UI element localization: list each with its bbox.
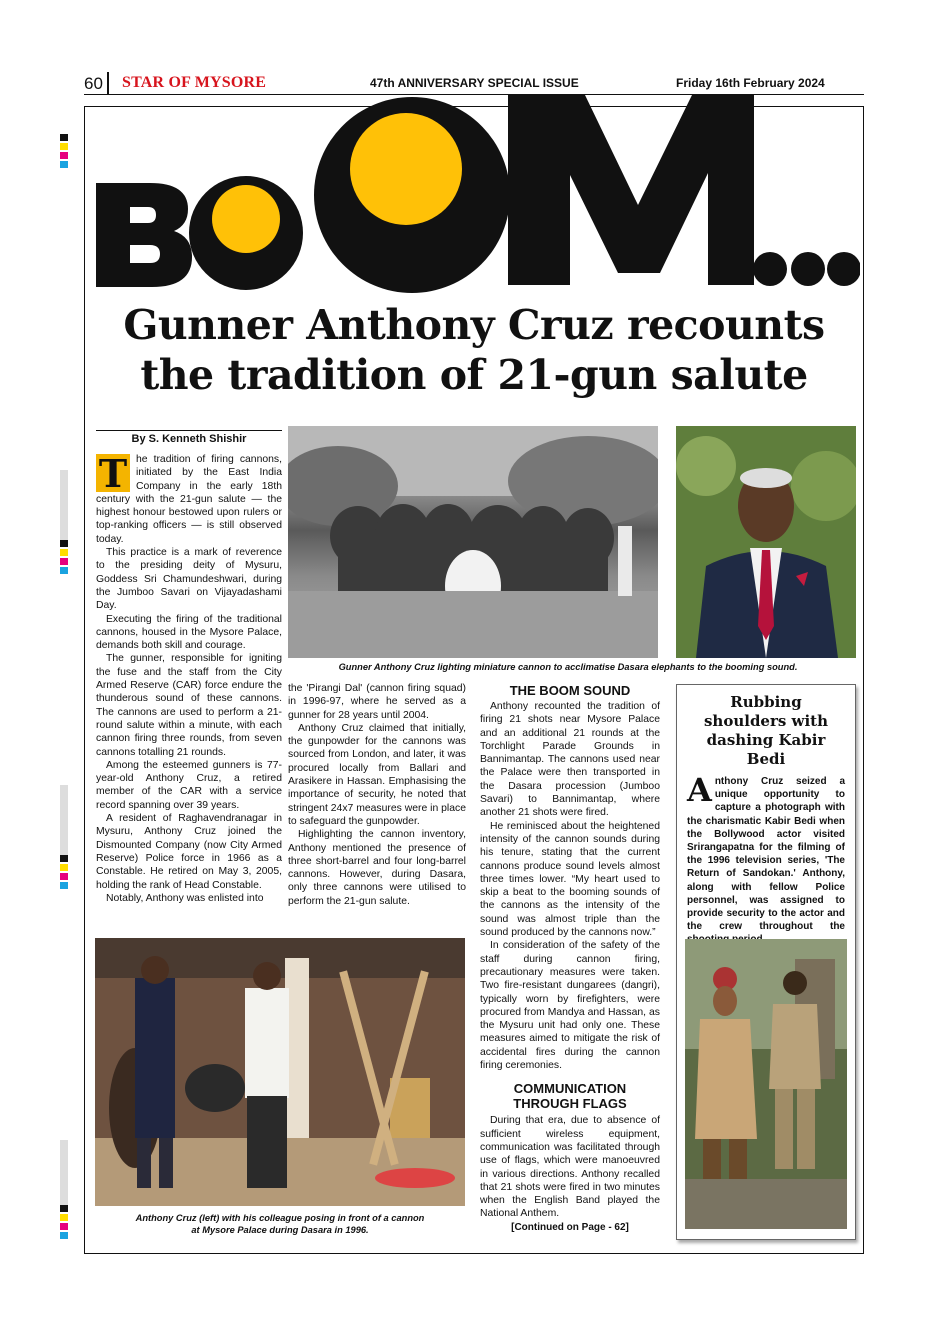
elephants-caption: Gunner Anthony Cruz lighting miniature cannon to acclimatise Dasara elephants to the booming sound. [338,662,798,672]
boom-dot-2 [791,252,825,286]
paragraph: he tradition of firing cannons, initiated by the East India Company in the early 18th century with the 21-gun salute — the highest honour bestowed upon rulers or top-ranking officers — is still observed today. [96,454,282,545]
margin-bar [60,785,68,855]
paragraph: This practice is a mark of reverence to the presiding deity of Mysuru, Goddess Sri Chamundeshwari, during the Jumboo Savari on Vijayadashami Day. [96,547,282,612]
margin-bar [60,470,68,540]
sidebar-box [676,684,856,1240]
paragraph: Notably, Anthony was enlisted into [106,892,264,904]
article-column-1 [96,453,282,905]
headline [84,300,864,400]
paragraph: the 'Pirangi Dal' (cannon firing squad) in 1996-97, where he served as a gunner for 28 years until 2004. [288,683,466,721]
registration-marks-top [60,134,68,170]
paragraph: A resident of Raghavendranagar in Mysuru, Anthony Cruz joined the Dismounted Company (now City Armed Reserve) Police force in 1966 as a Constable. He retired on May 3, 2005, holding the rank of Head Constable. [96,813,282,891]
sidebar-text: nthony Cruz seized a unique opportunity to capture a photograph with the charismatic Kabir Bedi when the Bollywood actor visited Srirangapatna for the filming of the 1996 television series, 'The Return of Sandokan.' Anthony, along with fellow Police personnel, was assigned to provide security to the actor and the crew throughout the [687,776,845,933]
section-heading-flags: COMMUNICATION THROUGH FLAGS [513,1081,627,1112]
article-column-3 [480,683,660,1233]
page-number: 60 [84,74,103,93]
elephants-photo [288,426,658,658]
paragraph: Among the esteemed gunners is 77-year-old Anthony Cruz, a retired member of the CAR with a service record spanning over 39 years. [96,759,282,811]
sidebar-title: Rubbing shoulders with dashing Kabir Bedi [703,693,828,768]
boom-letter-m [508,95,754,285]
dropcap: T [96,454,130,492]
continued-note: [Continued on Page - 62] [511,1221,629,1233]
kabir-bedi-photo [685,939,847,1229]
registration-marks-bottom [60,1205,68,1241]
article-column-2 [288,682,466,908]
registration-marks-lower [60,855,68,891]
sidebar-text-block [687,771,845,947]
paragraph: Highlighting the cannon inventory, Anthony mentioned the presence of three short-barrel and four long-barrel cannons. However, during Dasara, only three cannons were utilised to perform the 21-gun salute. [288,829,466,907]
boom-dot-3 [827,252,860,286]
paragraph: Executing the firing of the traditional cannons, housed in the Mysore Palace, demands both skill and courage. [96,613,282,652]
masthead-brand: STAR OF MYSORE [122,74,267,91]
paragraph: Anthony recounted the tradition of firing 21 shots near Mysore Palace and an additional 21 rounds at the Torchlight Parade Grounds in Bannimantap. The cannons used near the Palace were then transported in the Dasara procession (Jumboo Savari) to Bannimantap, where another 21 shots were fired. [480,701,660,819]
byline: By S. Kenneth Shishir [96,430,282,445]
boom-graphic [90,95,860,295]
cannon-photo [95,938,465,1206]
paragraph: In consideration of the safety of the staff during cannon firing, precautionary measures were taken. Two fire-resistant dungarees (dangri), typically worn by firefighters, were procured from Mandya and Hassan, as the Mysuru unit had only one. These measures aimed to mitigate the risk of accidental fires during the cannon firing ceremonies. [480,940,660,1072]
paragraph: During that era, due to absence of sufficient wireless equipment, communication was facilitated through use of flags, which were manoeuvred in various directions. Anthony recalled that 21 shots were fired in two minutes when the English Band played the National Anthem. [480,1115,660,1220]
registration-marks-mid [60,540,68,576]
elephants-illustration [288,426,658,658]
margin-bar [60,1140,68,1205]
header-divider [107,72,109,94]
headline-line-1: Gunner Anthony Cruz recounts [123,301,825,349]
cannon-caption-line-2: at Mysore Palace during Dasara in 1996. [191,1225,369,1235]
section-heading-boom-sound: THE BOOM SOUND [509,683,631,698]
paragraph: He reminisced about the heightened intensity of the cannon sounds during his tenure, stating that the current cannons produce sound levels almost three times lower. “My heart used to skip a beat to the booming sounds of the cannons as the intensity of the sound was almost triple than the sound produced by the cannons now.” [480,820,660,939]
boom-o1-yellow [212,185,280,253]
issue-label: 47th ANNIVERSARY SPECIAL ISSUE [370,76,579,90]
boom-letters [90,95,860,295]
cannon-illustration [95,938,465,1206]
portrait-illustration [676,426,856,658]
kabir-bedi-illustration [685,939,847,1229]
paragraph: Anthony Cruz claimed that initially, the gunpowder for the cannons was sourced from London, and later, it was procured locally from Ballari and Arasikere in Hassan. Emphasising the importance of security, he noted that stringent 24x7 measures were in place to safeguard the gunpowder. [288,722,466,827]
boom-o2-yellow [350,113,462,225]
cannon-caption-line-1: Anthony Cruz (left) with his colleague posing in front of a cannon [135,1213,425,1223]
headline-line-2: the tradition of 21-gun salute [140,351,808,399]
boom-letter-b [96,183,192,287]
issue-date: Friday 16th February 2024 [676,76,825,90]
paragraph: The gunner, responsible for igniting the fuse and the staff from the City Armed Reserve (CAR) force endure the thunderous sound of these cannons. The cannons are used to perform a 21-round salute within a minute, with each cannon firing three rounds, from seven cannons totalling 21 rounds. [96,653,282,758]
boom-dot-1 [753,252,787,286]
cannon-caption [95,1212,465,1236]
sidebar-dropcap: A [687,771,712,809]
portrait-photo [676,426,856,658]
